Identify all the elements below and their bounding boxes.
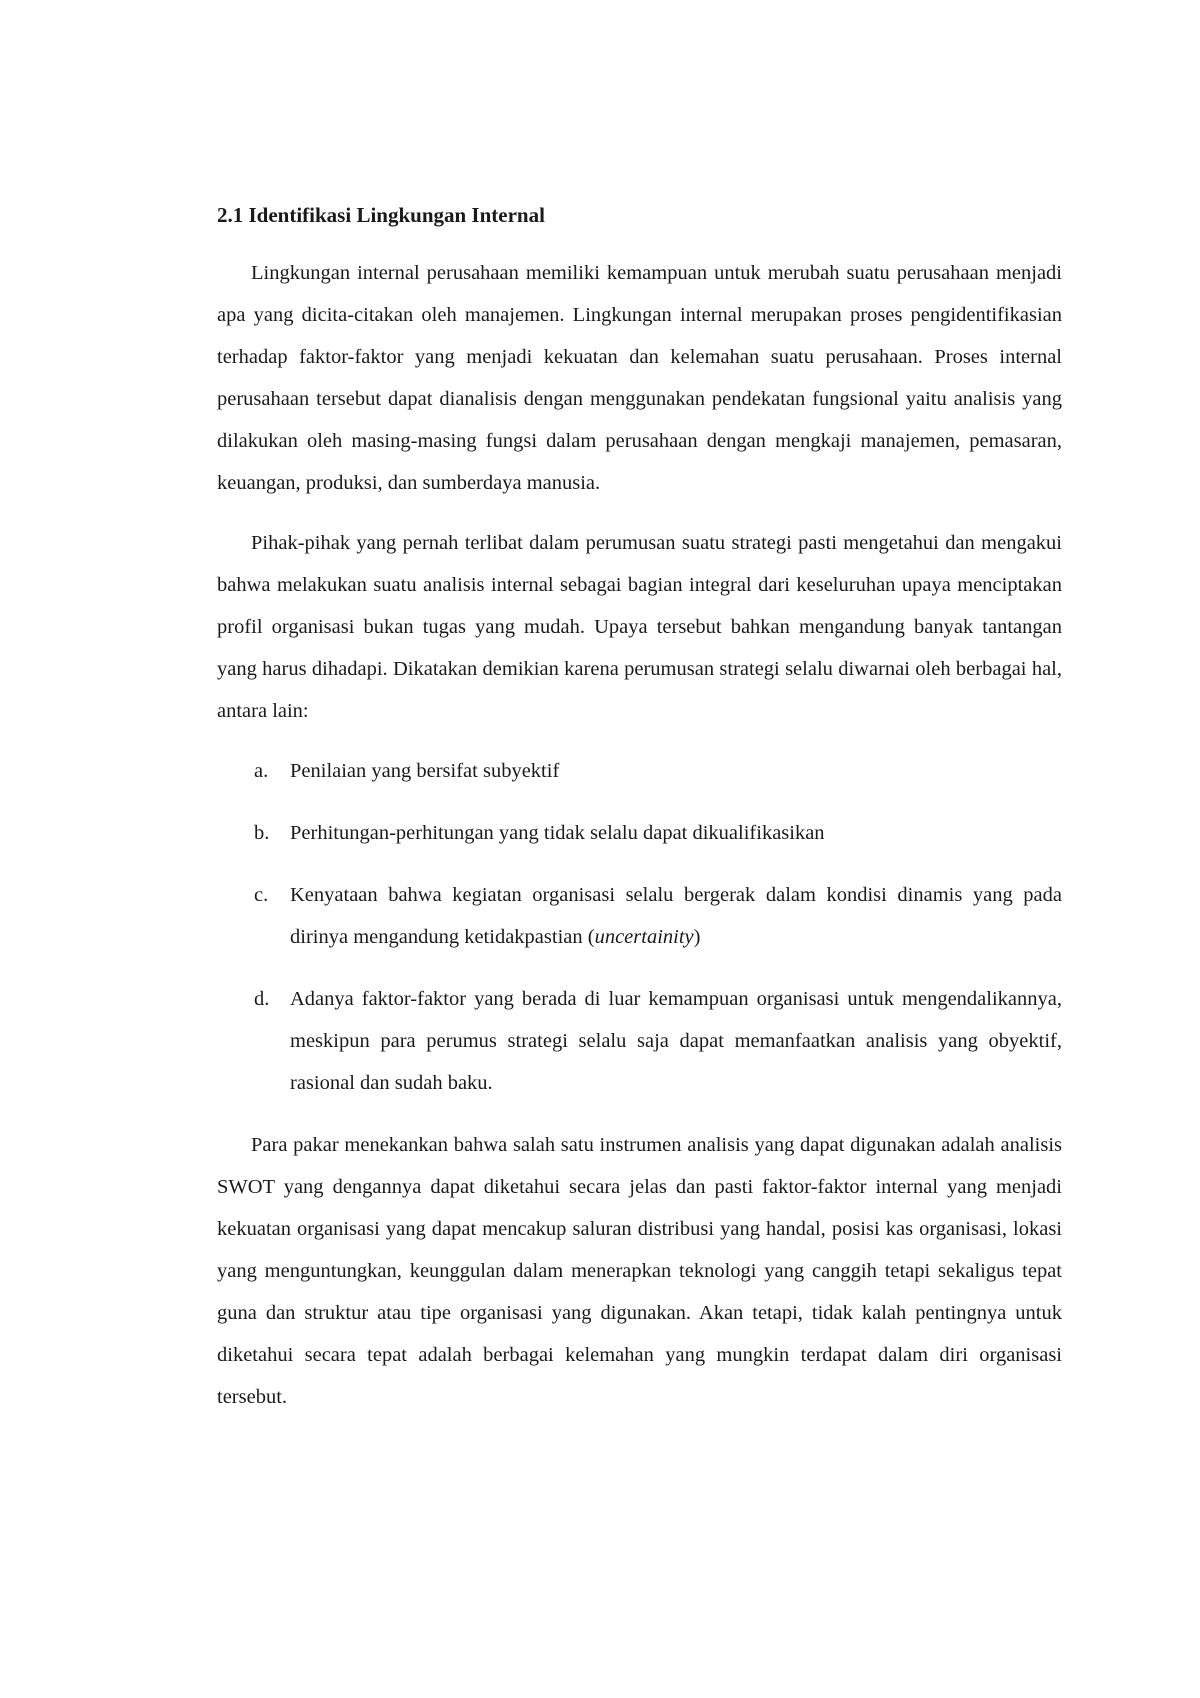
list-marker: b. [254, 822, 270, 844]
section-heading: 2.1 Identifikasi Lingkungan Internal [217, 203, 545, 227]
list-item-italic-term: uncertainity [594, 926, 694, 948]
list-item [217, 874, 1062, 958]
list-item [217, 812, 1062, 854]
paragraph-internal-environment: Lingkungan internal perusahaan memiliki kemampuan untuk merubah suatu perusahaan menjadi apa yang dicita-citakan oleh manajemen. Lingkungan internal merupakan proses pengidentifikasian terhadap faktor-faktor yang menjadi kekuatan dan kelemahan suatu perusahaan. Proses internal perusahaan tersebut dapat dianalisis dengan menggunakan pendekatan fungsional yaitu analisis yang dilakukan oleh masing-masing fungsi dalam perusahaan dengan mengkaji manajemen, pemasaran, keuangan, produksi, dan sumberdaya manusia. [217, 262, 1062, 494]
paragraph-strategy-parties: Pihak-pihak yang pernah terlibat dalam perumusan suatu strategi pasti mengetahui dan mengakui bahwa melakukan suatu analisis internal sebagai bagian integral dari keseluruhan upaya menciptakan profil organisasi bukan tugas yang mudah. Upaya tersebut bahkan mengandung banyak tantangan yang harus dihadapi. Dikatakan demikian karena perumusan strategi selalu diwarnai oleh berbagai hal, antara lain: [217, 532, 1062, 722]
list-item-text: Penilaian yang bersifat subyektif [290, 760, 560, 782]
list-item [217, 750, 1062, 792]
list-marker: d. [254, 988, 270, 1010]
list-marker: a. [254, 760, 269, 782]
paragraph-swot-analysis: Para pakar menekankan bahwa salah satu instrumen analisis yang dapat digunakan adalah analisis SWOT yang dengannya dapat diketahui secara jelas dan pasti faktor-faktor internal yang menjadi kekuatan organisasi yang dapat mencakup saluran distribusi yang handal, posisi kas organisasi, lokasi yang menguntungkan, keunggulan dalam menerapkan teknologi yang canggih tetapi sekaligus tepat guna dan struktur atau tipe organisasi yang digunakan. Akan tetapi, tidak kalah pentingnya untuk diketahui secara tepat adalah berbagai kelemahan yang mungkin terdapat dalam diri organisasi tersebut. [217, 1134, 1062, 1408]
list-item [217, 978, 1062, 1104]
list-item-text-after: ) [693, 926, 701, 948]
list-item-text: Perhitungan-perhitungan yang tidak selalu dapat dikualifikasikan [290, 822, 825, 844]
list-item-text: Adanya faktor-faktor yang berada di luar kemampuan organisasi untuk mengendalikannya, meskipun para perumus strategi selalu saja dapat memanfaatkan analisis yang obyektif, rasional dan sudah baku. [290, 988, 1062, 1094]
document-body [217, 200, 1062, 1436]
challenges-list [217, 750, 1062, 1104]
list-marker: c. [254, 884, 269, 906]
list-item-text: Kenyataan bahwa kegiatan organisasi selalu bergerak dalam kondisi dinamis yang pada dirinya mengandung ketidakpastian ( [290, 884, 1062, 948]
